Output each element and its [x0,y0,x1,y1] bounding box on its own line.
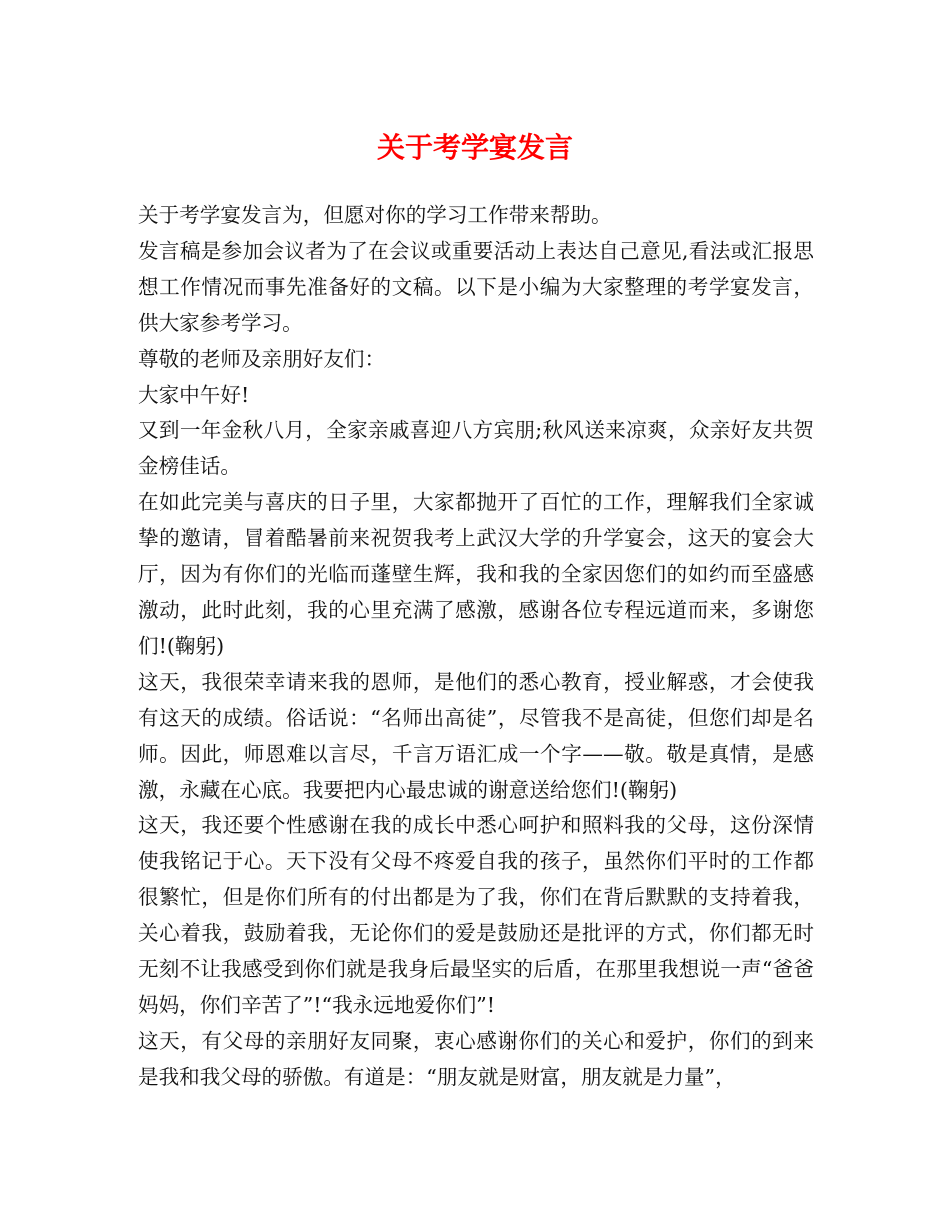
paragraph-thanks-guests: 在如此完美与喜庆的日子里，大家都抛开了百忙的工作，理解我们全家诚挚的邀请，冒着酷暑前来祝贺我考上武汉大学的升学宴会，这天的宴会大厅，因为有你们的光临而蓬壁生辉，我和我的全家因您们的如约而至盛感激动，此时此刻，我的心里充满了感激，感谢各位专程远道而来，多谢您们!(鞠躬) [138,490,814,658]
document-body [138,198,814,1096]
paragraph-thanks-teachers: 这天，我很荣幸请来我的恩师，是他们的悉心教育，授业解惑，才会使我有这天的成绩。俗话说：“名师出高徒”，尽管我不是高徒，但您们却是名师。因此，师恩难以言尽，千言万语汇成一个字——敬。敬是真情，是感激，永藏在心底。我要把内心最忠诚的谢意送给您们!(鞠躬) [138,669,814,802]
paragraph-salutation: 尊敬的老师及亲朋好友们： [138,346,386,371]
paragraph-autumn: 又到一年金秋八月，全家亲戚喜迎八方宾朋;秋风送来凉爽，众亲好友共贺金榜佳话。 [138,418,814,479]
paragraph-intro: 关于考学宴发言为，但愿对你的学习工作带来帮助。 [138,203,612,227]
paragraph-greeting: 大家中午好! [138,382,250,407]
paragraph-thanks-parents: 这天，我还要个性感谢在我的成长中悉心呵护和照料我的父母，这份深情使我铭记于心。天下没有父母不疼爱自我的孩子，虽然你们平时的工作都很繁忙，但是你们所有的付出都是为了我，你们在背后默默的支持着我，关心着我，鼓励着我，无论你们的爱是鼓励还是批评的方式，你们都无时无刻不让我感受到你们就是我身后最坚实的后盾，在那里我想说一声“爸爸妈妈，你们辛苦了”!“我永远地爱你们”! [138,813,814,1017]
paragraph-definition: 发言稿是参加会议者为了在会议或重要活动上表达自己意见,看法或汇报思想工作情况而事先准备好的文稿。以下是小编为大家整理的考学宴发言，供大家参考学习。 [138,238,814,335]
document-title: 关于考学宴发言 [376,131,573,164]
paragraph-thanks-friends: 这天，有父母的亲朋好友同聚，衷心感谢你们的关心和爱护，你们的到来是我和我父母的骄傲。有道是：“朋友就是财富，朋友就是力量”， [138,1028,814,1089]
